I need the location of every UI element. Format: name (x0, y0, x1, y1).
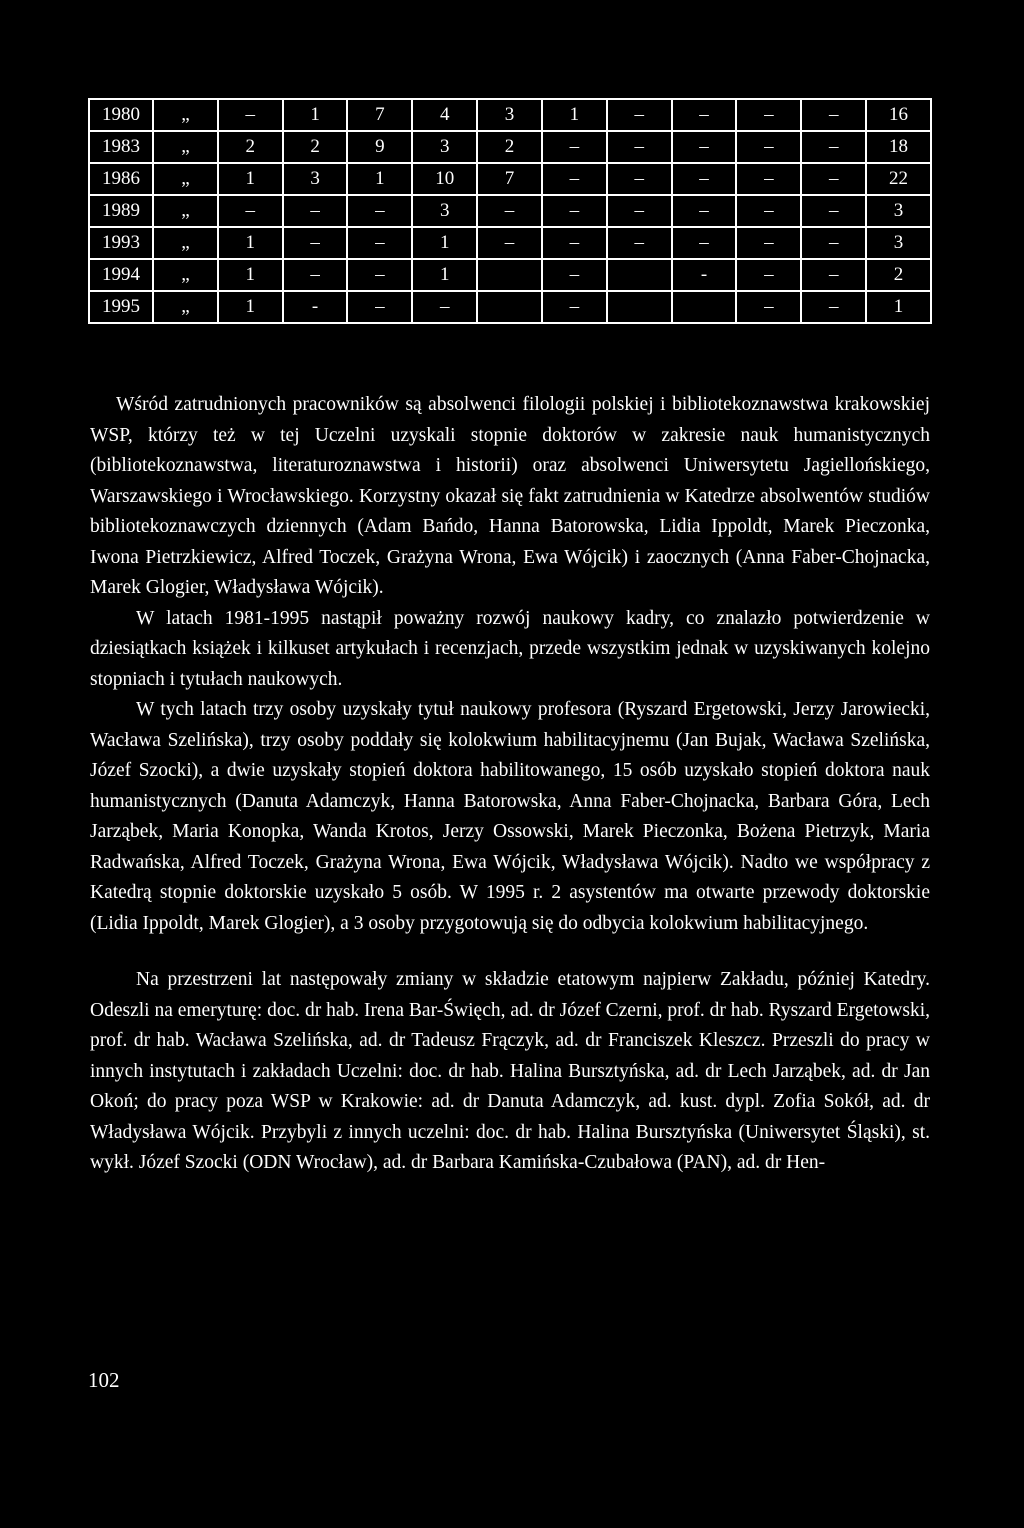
table-cell: – (736, 227, 801, 259)
table-cell (477, 291, 542, 323)
table-cell: – (347, 291, 412, 323)
table-cell: – (218, 99, 283, 131)
table-cell: 1 (347, 163, 412, 195)
table-cell: – (672, 163, 737, 195)
table-cell: – (801, 99, 866, 131)
body-text (90, 390, 930, 1179)
table-cell: – (542, 291, 607, 323)
table-cell: – (736, 99, 801, 131)
table-cell: – (542, 227, 607, 259)
table-cell: – (607, 163, 672, 195)
table-cell: – (218, 195, 283, 227)
table-cell: 2 (218, 131, 283, 163)
table-cell: 1 (218, 291, 283, 323)
table-cell: – (347, 195, 412, 227)
table-cell: – (607, 195, 672, 227)
table-cell-year: 1980 (89, 99, 153, 131)
table-cell: 3 (412, 195, 477, 227)
table-cell: „ (153, 291, 218, 323)
table-cell: – (672, 227, 737, 259)
table-cell: – (736, 259, 801, 291)
paragraph-development: W latach 1981-1995 nastąpił poważny rozwój naukowy kadry, co znalazło potwierdzenie w dziesiątkach książek i kilkuset artykułach i recenzjach, przede wszystkim jednak w uzyskiwanych kolejno stopniach i tytułach naukowych. (90, 607, 930, 690)
table-cell: 16 (866, 99, 931, 131)
table-cell: – (801, 259, 866, 291)
table-cell-year: 1989 (89, 195, 153, 227)
table-cell: – (283, 259, 348, 291)
table-cell: „ (153, 131, 218, 163)
table-cell: - (283, 291, 348, 323)
table-cell: „ (153, 259, 218, 291)
table-cell: 1 (218, 163, 283, 195)
table-cell: 1 (866, 291, 931, 323)
table-cell: – (736, 131, 801, 163)
table-cell: 22 (866, 163, 931, 195)
table-cell: – (672, 195, 737, 227)
table-cell: 7 (477, 163, 542, 195)
paragraph-degrees: W tych latach trzy osoby uzyskały tytuł naukowy profesora (Ryszard Ergetowski, Jerzy Jarowiecki, Wacława Szelińska), trzy osoby poddały się kolokwium habilitacyjnemu (Jan Bujak, Wacława Szelińska, Józef Szocki), a dwie uzyskały stopień doktora habilitowanego, 15 osób uzyskało stopień doktora nauk humanistycznych (Danuta Adamczyk, Hanna Batorowska, Anna Faber-Chojnacka, Barbara Góra, Lech Jarząbek, Maria Konopka, Wanda Krotos, Jerzy Ossowski, Marek Pieczonka, Bożena Pietrzyk, Maria Radwańska, Alfred Toczek, Grażyna Wrona, Ewa Wójcik, Władysława Wójcik). Nadto we współpracy z Katedrą stopnie doktorskie uzyskało 5 osób. W 1995 r. 2 asystentów ma otwarte przewody doktorskie (Lidia Ippoldt, Marek Glogier), a 3 osoby przygotowują się do odbycia kolokwium habilitacyjnego. (90, 699, 930, 934)
table-cell-year: 1994 (89, 259, 153, 291)
table-cell: – (477, 227, 542, 259)
table-cell: – (412, 291, 477, 323)
table-cell: – (542, 163, 607, 195)
table-cell: 4 (412, 99, 477, 131)
table-cell: 18 (866, 131, 931, 163)
table-cell: 3 (477, 99, 542, 131)
table-cell: – (801, 195, 866, 227)
table-cell: – (801, 227, 866, 259)
table-cell: 9 (347, 131, 412, 163)
page-number: 102 (88, 1368, 120, 1392)
statistics-table-body (89, 99, 931, 323)
table-cell-year: 1995 (89, 291, 153, 323)
table-cell: 3 (866, 227, 931, 259)
table-cell: 1 (218, 259, 283, 291)
table-cell: – (542, 131, 607, 163)
table-cell: – (801, 291, 866, 323)
table-cell: „ (153, 163, 218, 195)
paragraph-staff-changes: Na przestrzeni lat następowały zmiany w składzie etatowym najpierw Zakładu, później Katedry. Odeszli na emeryturę: doc. dr hab. Irena Bar-Święch, ad. dr Józef Czerni, prof. dr hab. Ryszard Ergetowski, prof. dr hab. Wacława Szelińska, ad. dr Tadeusz Frączyk, ad. dr Franciszek Kleszcz. Przeszli do pracy w innych instytutach i zakładach Uczelni: doc. dr hab. Halina Bursztyńska, ad. dr Lech Jarząbek, ad. dr Jan Okoń; do pracy poza WSP w Krakowie: ad. dr Danuta Adamczyk, ad. kust. dypl. Zofia Sokół, ad. dr Władysława Wójcik. Przybyli z innych uczelni: doc. dr hab. Halina Bursztyńska (Uniwersytet Śląski), st. wykł. Józef Szocki (ODN Wrocław), ad. dr Barbara Kamińska-Czubałowa (PAN), ad. dr Hen- (90, 969, 930, 1173)
table-cell (477, 259, 542, 291)
table-row (89, 291, 931, 323)
table-cell: – (542, 195, 607, 227)
table-cell: – (477, 195, 542, 227)
table-cell: 2 (283, 131, 348, 163)
table-cell: 1 (412, 227, 477, 259)
table-row (89, 99, 931, 131)
table-cell: – (672, 99, 737, 131)
table-cell: 10 (412, 163, 477, 195)
table-cell: – (801, 163, 866, 195)
table-row (89, 195, 931, 227)
table-cell: „ (153, 195, 218, 227)
table-cell: – (736, 163, 801, 195)
table-cell: 2 (866, 259, 931, 291)
table-cell-year: 1983 (89, 131, 153, 163)
table-cell (672, 291, 737, 323)
table-cell: – (283, 227, 348, 259)
table-cell: 3 (866, 195, 931, 227)
table-cell: 2 (477, 131, 542, 163)
table-cell: – (283, 195, 348, 227)
table-cell: – (801, 131, 866, 163)
table-cell: – (542, 259, 607, 291)
table-cell: 1 (218, 227, 283, 259)
table-cell: – (347, 227, 412, 259)
table-cell: „ (153, 227, 218, 259)
table-row (89, 163, 931, 195)
statistics-table (88, 98, 932, 324)
paragraph-graduates: Wśród zatrudnionych pracowników są absolwenci filologii polskiej i bibliotekoznawstwa krakowskiej WSP, którzy też w tej Uczelni uzyskali stopnie doktorów w zakresie nauk humanistycznych (bibliotekoznawstwa, literaturoznawstwa i historii) oraz absolwenci Uniwersytetu Jagiellońskiego, Warszawskiego i Wrocławskiego. Korzystny okazał się fakt zatrudnienia w Katedrze absolwentów studiów bibliotekoznawczych dziennych (Adam Bańdo, Hanna Batorowska, Lidia Ippoldt, Marek Pieczonka, Iwona Pietrzkiewicz, Alfred Toczek, Grażyna Wrona, Ewa Wójcik) i zaocznych (Anna Faber-Chojnacka, Marek Glogier, Władysława Wójcik). (90, 394, 930, 598)
table-row (89, 227, 931, 259)
table-cell: – (672, 131, 737, 163)
table-cell: 7 (347, 99, 412, 131)
table-cell: – (607, 227, 672, 259)
table-cell: – (607, 131, 672, 163)
table-cell: 3 (412, 131, 477, 163)
table-cell: 3 (283, 163, 348, 195)
table-cell: – (736, 291, 801, 323)
table-cell-year: 1986 (89, 163, 153, 195)
table-cell: - (672, 259, 737, 291)
table-cell: – (607, 99, 672, 131)
table-cell: 1 (542, 99, 607, 131)
table-cell-year: 1993 (89, 227, 153, 259)
table-cell: – (736, 195, 801, 227)
table-cell (607, 259, 672, 291)
table-row (89, 259, 931, 291)
table-cell: 1 (283, 99, 348, 131)
table-cell: 1 (412, 259, 477, 291)
table-cell: – (347, 259, 412, 291)
table-cell: „ (153, 99, 218, 131)
table-row (89, 131, 931, 163)
table-cell (607, 291, 672, 323)
